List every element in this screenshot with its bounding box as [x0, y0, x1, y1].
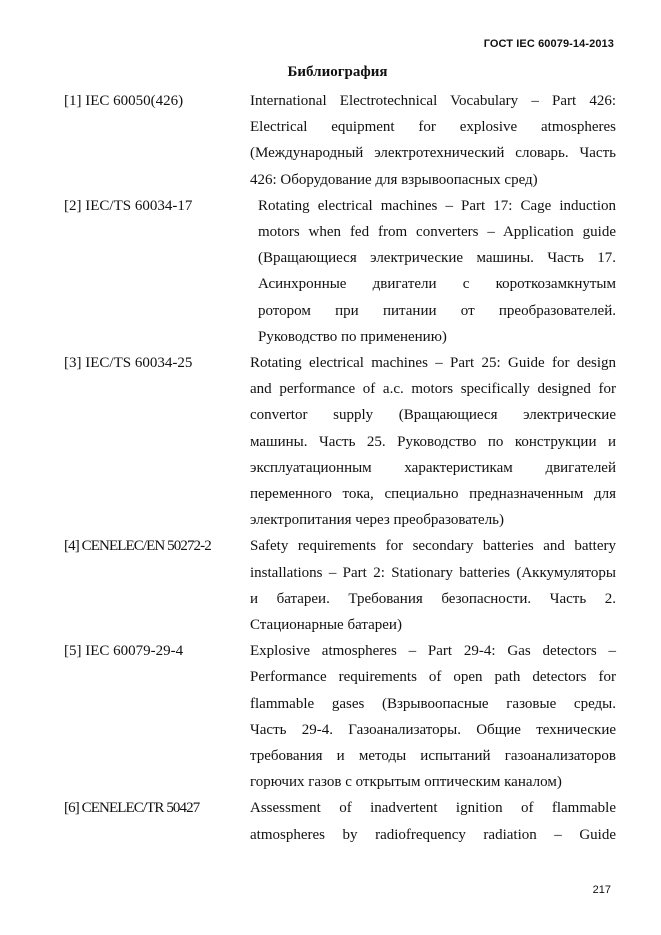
entry-line: переменного тока, специально предназначенным для	[250, 486, 616, 503]
entry-reference: [3] IEC/TS 60034-25	[64, 355, 193, 372]
entry-reference: [5] IEC 60079-29-4	[64, 643, 184, 660]
entry-line: installations – Part 2: Stationary batteries (Аккумуляторы	[250, 564, 616, 581]
entry-line: Руководство по применению)	[258, 328, 447, 345]
bibliography-entry	[64, 795, 616, 847]
entry-line: Стационарные батареи)	[250, 617, 402, 634]
entry-line: flammable gases (Взрывоопасные газовые среды.	[250, 695, 616, 712]
entry-reference: [4] CENELEC/EN 50272-2	[64, 538, 211, 555]
entry-reference: [1] IEC 60050(426)	[64, 93, 184, 109]
bibliography-list	[64, 88, 616, 848]
bibliography-entry	[64, 533, 616, 638]
entry-line: Rotating electrical machines – Part 25: Guide for design	[250, 355, 616, 372]
entry-line: motors when fed from converters – Application guide	[258, 224, 616, 241]
entry-description	[250, 193, 616, 350]
entry-line: and performance of a.c. motors specifically designed for	[250, 381, 616, 398]
entry-line: требования и методы испытаний газоанализаторов	[250, 748, 616, 765]
bibliography-entry	[64, 638, 616, 795]
entry-line: электропитания через преобразователь)	[250, 512, 505, 529]
entry-line: International Electrotechnical Vocabulary – Part 426:	[250, 93, 616, 109]
entry-description	[250, 638, 616, 795]
entry-line: машины. Часть 25. Руководство по конструкции и	[250, 433, 616, 450]
entry-line: эксплуатационным характеристикам двигателей	[250, 459, 616, 476]
entry-line: (Вращающиеся электрические машины. Часть 17.	[258, 250, 616, 267]
entry-line: Assessment of inadvertent ignition of flammable	[250, 800, 616, 817]
entry-description	[250, 88, 616, 193]
bibliography-entry	[64, 350, 616, 533]
entry-description	[250, 533, 616, 638]
document-header: ГОСТ IEC 60079-14-2013	[483, 38, 614, 50]
entry-line: convertor supply (Вращающиеся электрические	[250, 407, 616, 424]
entry-line: Rotating electrical machines – Part 17: Cage induction	[258, 197, 616, 214]
entry-description	[250, 350, 616, 533]
entry-line: 426: Оборудование для взрывоопасных сред)	[250, 171, 538, 188]
bibliography-entry	[64, 193, 616, 350]
entry-reference: [6] CENELEC/TR 50427	[64, 800, 200, 817]
entry-line: Safety requirements for secondary batteries and battery	[250, 538, 616, 555]
entry-line: Explosive atmospheres – Part 29-4: Gas detectors –	[250, 643, 616, 660]
entry-reference: [2] IEC/TS 60034-17	[64, 197, 193, 214]
entry-line: ротором при питании от преобразователей.	[258, 302, 616, 319]
entry-line: Electrical equipment for explosive atmospheres	[250, 119, 616, 136]
entry-line: Асинхронные двигатели с короткозамкнутым	[258, 276, 616, 293]
entry-line: (Международный электротехнический словарь. Часть	[250, 145, 616, 162]
entry-line: горючих газов с открытым оптическим каналом)	[250, 774, 562, 791]
entry-line: Performance requirements of open path detectors for	[250, 669, 616, 686]
entry-line: Часть 29-4. Газоанализаторы. Общие технические	[250, 721, 616, 738]
entry-line: atmospheres by radiofrequency radiation – Guide	[250, 826, 616, 843]
page-number: 217	[592, 884, 611, 896]
bibliography-entry	[64, 88, 616, 193]
entry-line: и батареи. Требования безопасности. Часть 2.	[250, 590, 616, 607]
page-title: Библиография	[287, 64, 388, 80]
entry-description	[250, 795, 616, 847]
